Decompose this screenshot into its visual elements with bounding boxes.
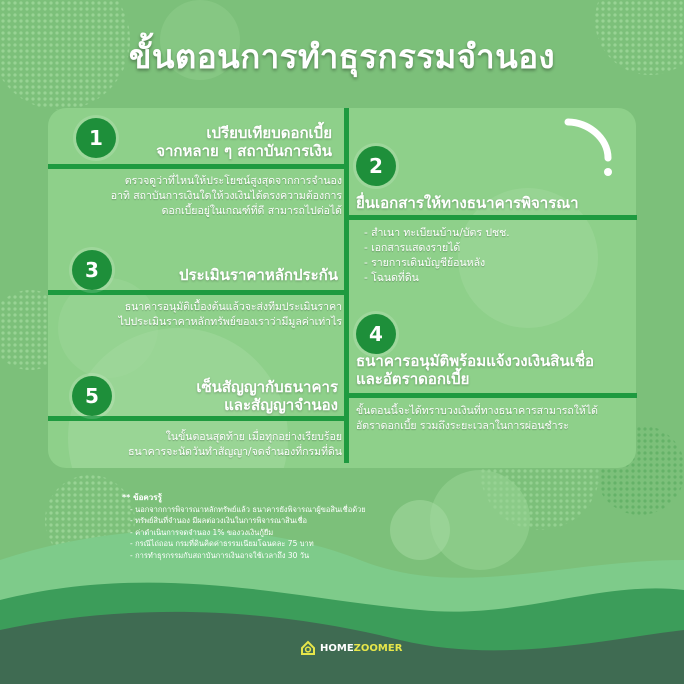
note-item: - นอกจากการพิจารณาหลักทรัพย์แล้ว ธนาคารยังพิจารณาผู้ขอสินเชื่อด้วย: [130, 504, 366, 514]
step-2-number: 2: [356, 146, 396, 186]
vertical-divider: [344, 108, 349, 463]
step-4-body-line1: ขั้นตอนนี้จะได้ทราบวงเงินที่ทางธนาคารสามารถให้ได้: [356, 405, 598, 417]
step-5-title-line2: และสัญญาจำนอง: [224, 396, 338, 414]
house-logo-icon: [300, 640, 316, 656]
step-5-title-line1: เซ็นสัญญากับธนาคาร: [196, 378, 338, 396]
step-1-title-line1: เปรียบเทียบดอกเบี้ย: [206, 124, 332, 142]
step-4-body-line2: อัตราดอกเบี้ย รวมถึงระยะเวลาในการผ่อนชำระ: [356, 420, 569, 432]
list-item: - เอกสารแสดงรายได้: [364, 242, 461, 254]
divider-step2: [345, 215, 637, 220]
step-3-number: 3: [72, 250, 112, 290]
list-item: - สำเนา ทะเบียนบ้าน/บัตร ปชช.: [364, 227, 510, 239]
list-item: - รายการเดินบัญชีย้อนหลัง: [364, 257, 486, 269]
step-1-body-line2: อาทิ สถาบันการเงินใดให้วงเงินได้ตรงความต้องการ: [110, 190, 342, 202]
brand-logo: [300, 640, 402, 656]
step-4-title: [356, 352, 626, 388]
notes-heading: ** ข้อควรรู้: [122, 493, 162, 502]
step-4-number: 4: [356, 314, 396, 354]
step-1-number: 1: [76, 118, 116, 158]
step-2-list: [364, 226, 624, 286]
note-item: - ทรัพย์สินที่จำนอง มีผลต่อวงเงินในการพิจารณาสินเชื่อ: [130, 516, 308, 525]
step-5-body: [62, 430, 342, 460]
step-5-body-line1: ในขั้นตอนสุดท้าย เมื่อทุกอย่างเรียบร้อย: [165, 431, 342, 443]
divider-step4: [345, 393, 637, 398]
list-item: - โฉนดที่ดิน: [364, 272, 419, 284]
step-4-body: [356, 404, 632, 434]
step-1-body-line3: ดอกเบี้ยอยู่ในเกณฑ์ที่ดี สามารถไปต่อได้: [161, 205, 342, 217]
step-3-body: [62, 300, 342, 330]
step-5-number: 5: [72, 376, 112, 416]
divider-step3: [48, 290, 348, 295]
divider-step1: [48, 164, 348, 169]
logo-text-home: HOME: [320, 642, 354, 654]
notes-list: [122, 504, 366, 562]
step-5-title: [130, 378, 338, 414]
logo-text-zoomer: ZOOMER: [353, 642, 403, 654]
note-item: - การทำธุรกรรมกับสถาบันการเงินอาจใช้เวลาถึง 30 วัน: [130, 550, 310, 560]
step-3-body-line1: ธนาคารอนุมัติเบื้องต้นแล้วจะส่งทีมประเมินราคา: [124, 301, 342, 313]
page-title: ขั้นตอนการทำธุรกรรมจำนอง: [128, 37, 556, 76]
step-2-title: ยื่นเอกสารให้ทางธนาคารพิจารณา: [356, 194, 579, 212]
step-1-body: [62, 174, 342, 219]
step-1-title-line2: จากหลาย ๆ สถาบันการเงิน: [156, 142, 332, 160]
notes-section: [122, 492, 366, 561]
step-3-title: ประเมินราคาหลักประกัน: [179, 266, 338, 284]
note-item: - กรณีไถ่ถอน กรมที่ดินคิดค่าธรรมเนียมโฉนดละ 75 บาท: [130, 539, 314, 548]
note-item: - ค่าดำเนินการจดจำนอง 1% ของวงเงินกู้ยืม: [130, 527, 274, 537]
step-3-body-line2: ไปประเมินราคาหลักทรัพย์ของเราว่ามีมูลค่าเท่าไร: [118, 316, 342, 328]
step-4-title-line1: ธนาคารอนุมัติพร้อมแจ้งวงเงินสินเชื่อ: [356, 352, 595, 370]
divider-step5: [48, 416, 348, 421]
step-1-title: [130, 124, 332, 160]
step-4-title-line2: และอัตราดอกเบี้ย: [356, 370, 470, 388]
step-5-body-line2: ธนาคารจะนัดวันทำสัญญา/จดจำนองที่กรมที่ดิน: [128, 446, 342, 458]
step-1-body-line1: ตรวจดูว่าที่ไหนให้ประโยชน์สูงสุดจากการจำนอง: [124, 175, 342, 187]
